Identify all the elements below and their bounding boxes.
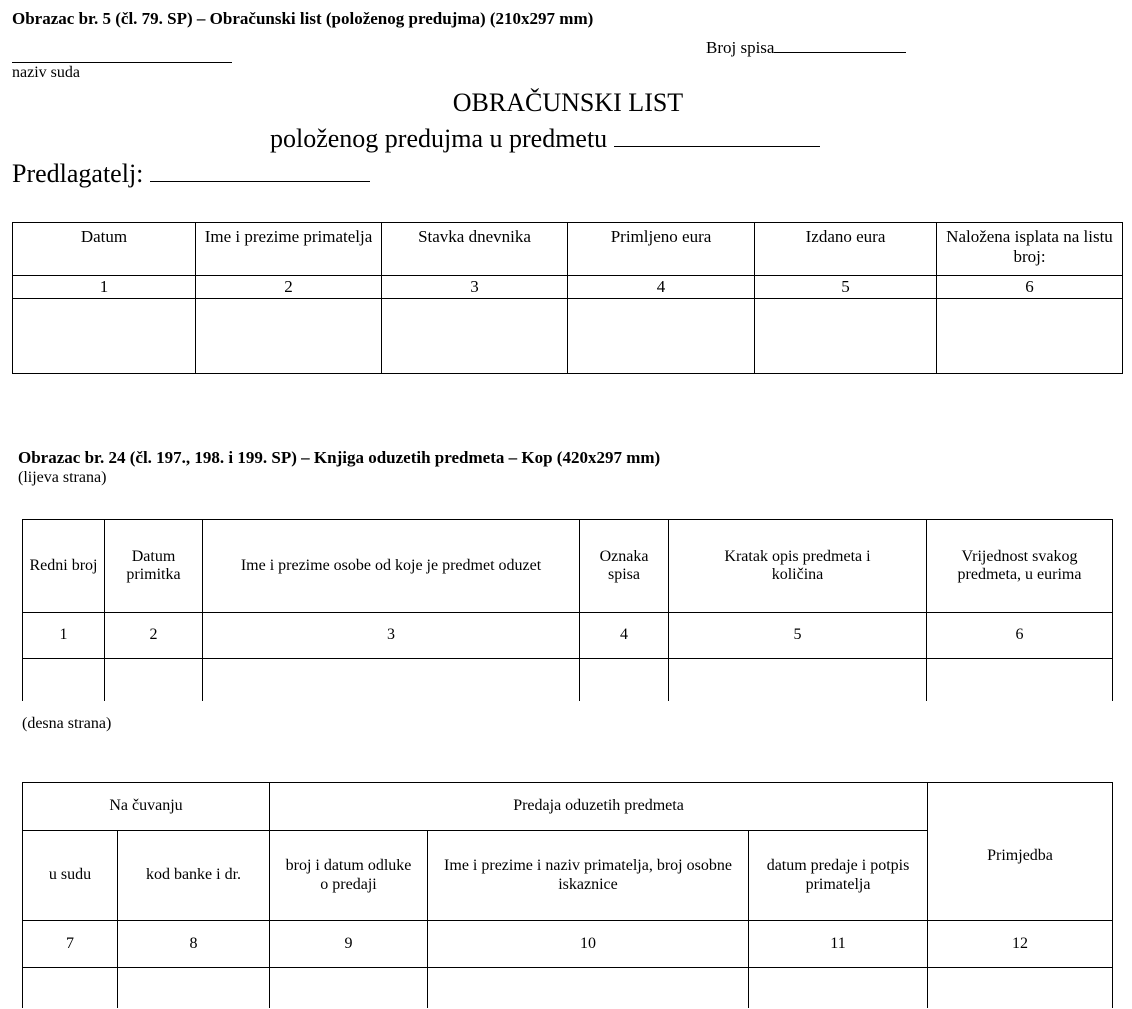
- empty-cell[interactable]: [270, 968, 428, 1008]
- column-number-row: [13, 276, 1123, 299]
- header-cell: Ime i prezime i naziv primatelja, broj osobne iskaznice: [428, 831, 749, 921]
- number-cell: 3: [203, 613, 580, 659]
- empty-cell[interactable]: [23, 968, 118, 1008]
- number-cell: 8: [118, 921, 270, 968]
- court-name-line: [12, 62, 232, 63]
- table-row: [23, 659, 1113, 701]
- column-number-row: [23, 921, 1113, 968]
- number-cell: 6: [937, 276, 1123, 299]
- empty-cell[interactable]: [749, 968, 928, 1008]
- table-row: [23, 968, 1113, 1008]
- left-side-label: (lijeva strana): [18, 469, 107, 486]
- number-cell: 2: [105, 613, 203, 659]
- header-cell: Primljeno eura: [568, 223, 755, 276]
- empty-cell[interactable]: [203, 659, 580, 701]
- number-cell: 1: [13, 276, 196, 299]
- column-number-row: [23, 613, 1113, 659]
- empty-cell[interactable]: [568, 299, 755, 374]
- seized-items-left-table: [22, 519, 1113, 701]
- number-cell: 5: [755, 276, 937, 299]
- empty-cell[interactable]: [580, 659, 669, 701]
- form5-subtitle-line: [270, 124, 820, 154]
- form24-heading: Obrazac br. 24 (čl. 197., 198. i 199. SP) – Knjiga oduzetih predmeta – Kop (420x297 mm): [18, 448, 661, 467]
- empty-cell[interactable]: [755, 299, 937, 374]
- empty-cell[interactable]: [196, 299, 382, 374]
- header-cell: Datum: [13, 223, 196, 276]
- header-cell: Stavka dnevnika: [382, 223, 568, 276]
- proposer-label: Predlagatelj:: [12, 159, 144, 188]
- header-cell: Redni broj: [23, 520, 105, 613]
- seized-items-right-table: [22, 782, 1113, 1008]
- number-cell: 9: [270, 921, 428, 968]
- table-header-row: [13, 223, 1123, 276]
- number-cell: 12: [928, 921, 1113, 968]
- case-number-field: [706, 38, 906, 58]
- number-cell: 4: [568, 276, 755, 299]
- header-cell: Kratak opis predmeta i količina: [669, 520, 927, 613]
- number-cell: 5: [669, 613, 927, 659]
- form5-title: OBRAČUNSKI LIST: [452, 88, 684, 117]
- header-cell: Izdano eura: [755, 223, 937, 276]
- empty-cell[interactable]: [428, 968, 749, 1008]
- number-cell: 7: [23, 921, 118, 968]
- number-cell: 6: [927, 613, 1113, 659]
- empty-cell[interactable]: [23, 659, 105, 701]
- proposer-blank: [150, 180, 370, 182]
- header-cell: Naložena isplata na listu broj:: [937, 223, 1123, 276]
- subject-blank: [614, 145, 820, 147]
- group-header-row: [23, 783, 1113, 831]
- empty-cell[interactable]: [669, 659, 927, 701]
- number-cell: 4: [580, 613, 669, 659]
- number-cell: 2: [196, 276, 382, 299]
- right-side-label: (desna strana): [22, 715, 112, 732]
- court-name-label: naziv suda: [12, 64, 80, 81]
- header-cell: broj i datum odluke o predaji: [270, 831, 428, 921]
- number-cell: 11: [749, 921, 928, 968]
- header-cell: Oznaka spisa: [580, 520, 669, 613]
- table-header-row: [23, 520, 1113, 613]
- number-cell: 10: [428, 921, 749, 968]
- case-number-blank: [774, 51, 906, 53]
- empty-cell[interactable]: [927, 659, 1113, 701]
- header-cell: kod banke i dr.: [118, 831, 270, 921]
- header-cell: Datum primitka: [105, 520, 203, 613]
- number-cell: 3: [382, 276, 568, 299]
- remark-header: Primjedba: [928, 783, 1113, 921]
- header-cell: Ime i prezime primatelja: [196, 223, 382, 276]
- header-cell: Ime i prezime osobe od koje je predmet oduzet: [203, 520, 580, 613]
- empty-cell[interactable]: [105, 659, 203, 701]
- header-cell: Vrijednost svakog predmeta, u eurima: [927, 520, 1113, 613]
- empty-cell[interactable]: [928, 968, 1113, 1008]
- empty-cell[interactable]: [382, 299, 568, 374]
- header-cell: u sudu: [23, 831, 118, 921]
- empty-cell[interactable]: [937, 299, 1123, 374]
- form5-subtitle: položenog predujma u predmetu: [270, 124, 608, 153]
- proposer-field: [12, 159, 370, 189]
- empty-cell[interactable]: [118, 968, 270, 1008]
- case-number-label: Broj spisa: [706, 38, 775, 57]
- header-cell: datum predaje i potpis primatelja: [749, 831, 928, 921]
- empty-cell[interactable]: [13, 299, 196, 374]
- custody-group-header: Na čuvanju: [23, 783, 270, 831]
- number-cell: 1: [23, 613, 105, 659]
- settlement-table: [12, 222, 1123, 374]
- handover-group-header: Predaja oduzetih predmeta: [270, 783, 928, 831]
- table-row: [13, 299, 1123, 374]
- form5-heading: Obrazac br. 5 (čl. 79. SP) – Obračunski list (položenog predujma) (210x297 mm): [12, 9, 594, 28]
